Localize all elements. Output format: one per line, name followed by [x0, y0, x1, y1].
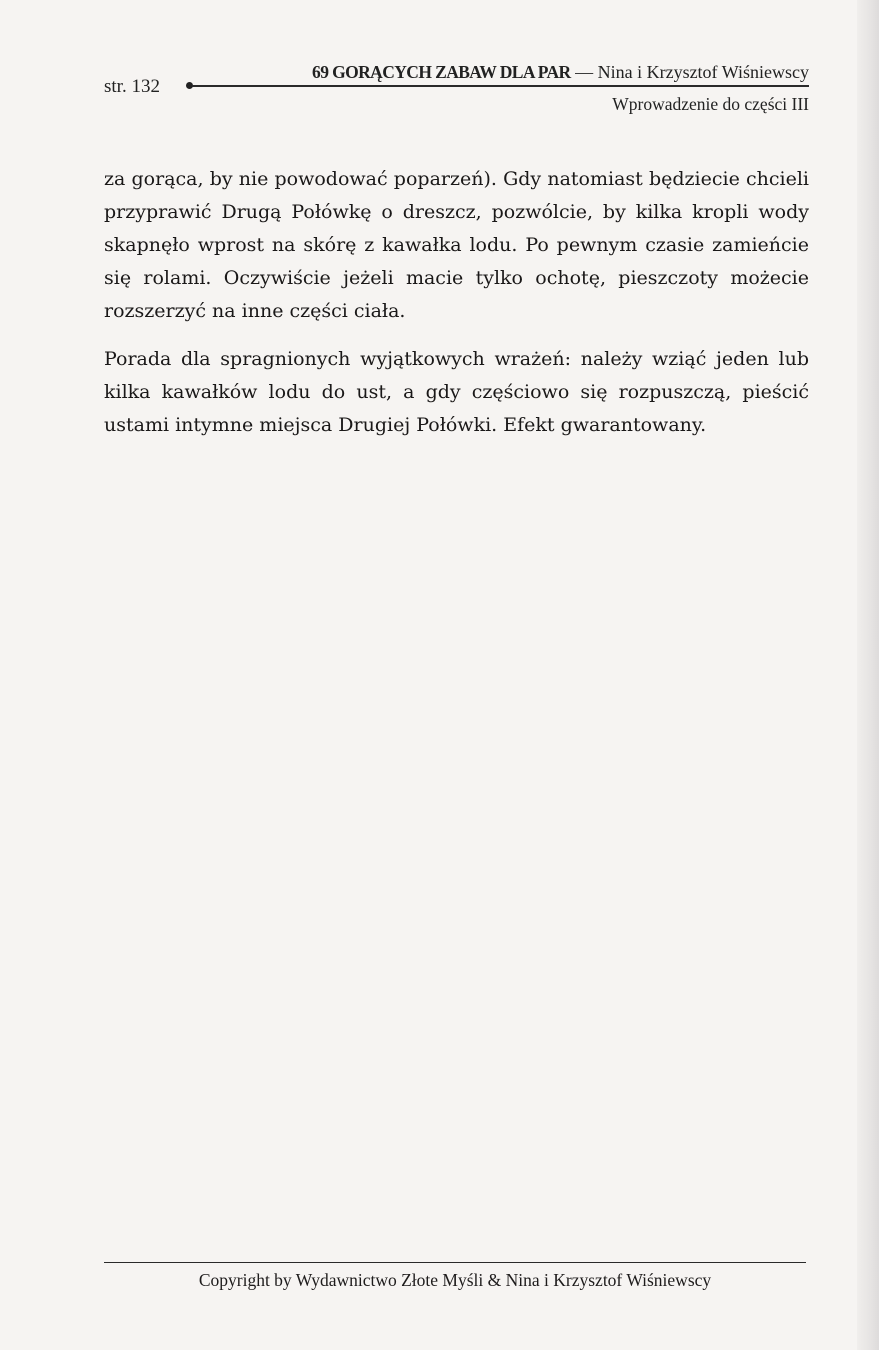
header-book-line — [308, 62, 809, 83]
paragraph: Porada dla spragnionych wyjątkowych wrażeń: należy wziąć jeden lub kilka kawałków lodu do ust, a gdy częściowo się rozpuszczą, pieścić ustami intymne miejsca Drugiej Połówki. Efekt gwarantowany. — [104, 348, 809, 436]
paragraph: za gorąca, by nie powodować poparzeń). Gdy natomiast będziecie chcieli przyprawić Drugą Połówkę o dreszcz, pozwólcie, by kilka kropli wody skapnęło wprost na skórę z kawałka lodu. Po pewnym czasie zamieńcie się rolami. Oczywiście jeżeli macie tylko ochotę, pieszczoty możecie rozszerzyć na inne części ciała. — [104, 168, 809, 322]
header-separator: — — [570, 62, 598, 82]
page-edge-shadow — [857, 0, 879, 1350]
section-title: Wprowadzenie do części III — [612, 94, 809, 114]
page-number: str. 132 — [104, 76, 160, 97]
footer-copyright: Copyright by Wydawnictwo Złote Myśli & Nina i Krzysztof Wiśniewscy — [198, 1270, 712, 1290]
footer-rule — [104, 1262, 806, 1263]
book-title: 69 GORĄCYCH ZABAW DLA PAR — [312, 62, 571, 82]
running-header — [104, 60, 809, 120]
body-text — [104, 163, 809, 442]
header-authors: Nina i Krzysztof Wiśniewscy — [597, 62, 809, 82]
header-rule — [192, 85, 809, 87]
